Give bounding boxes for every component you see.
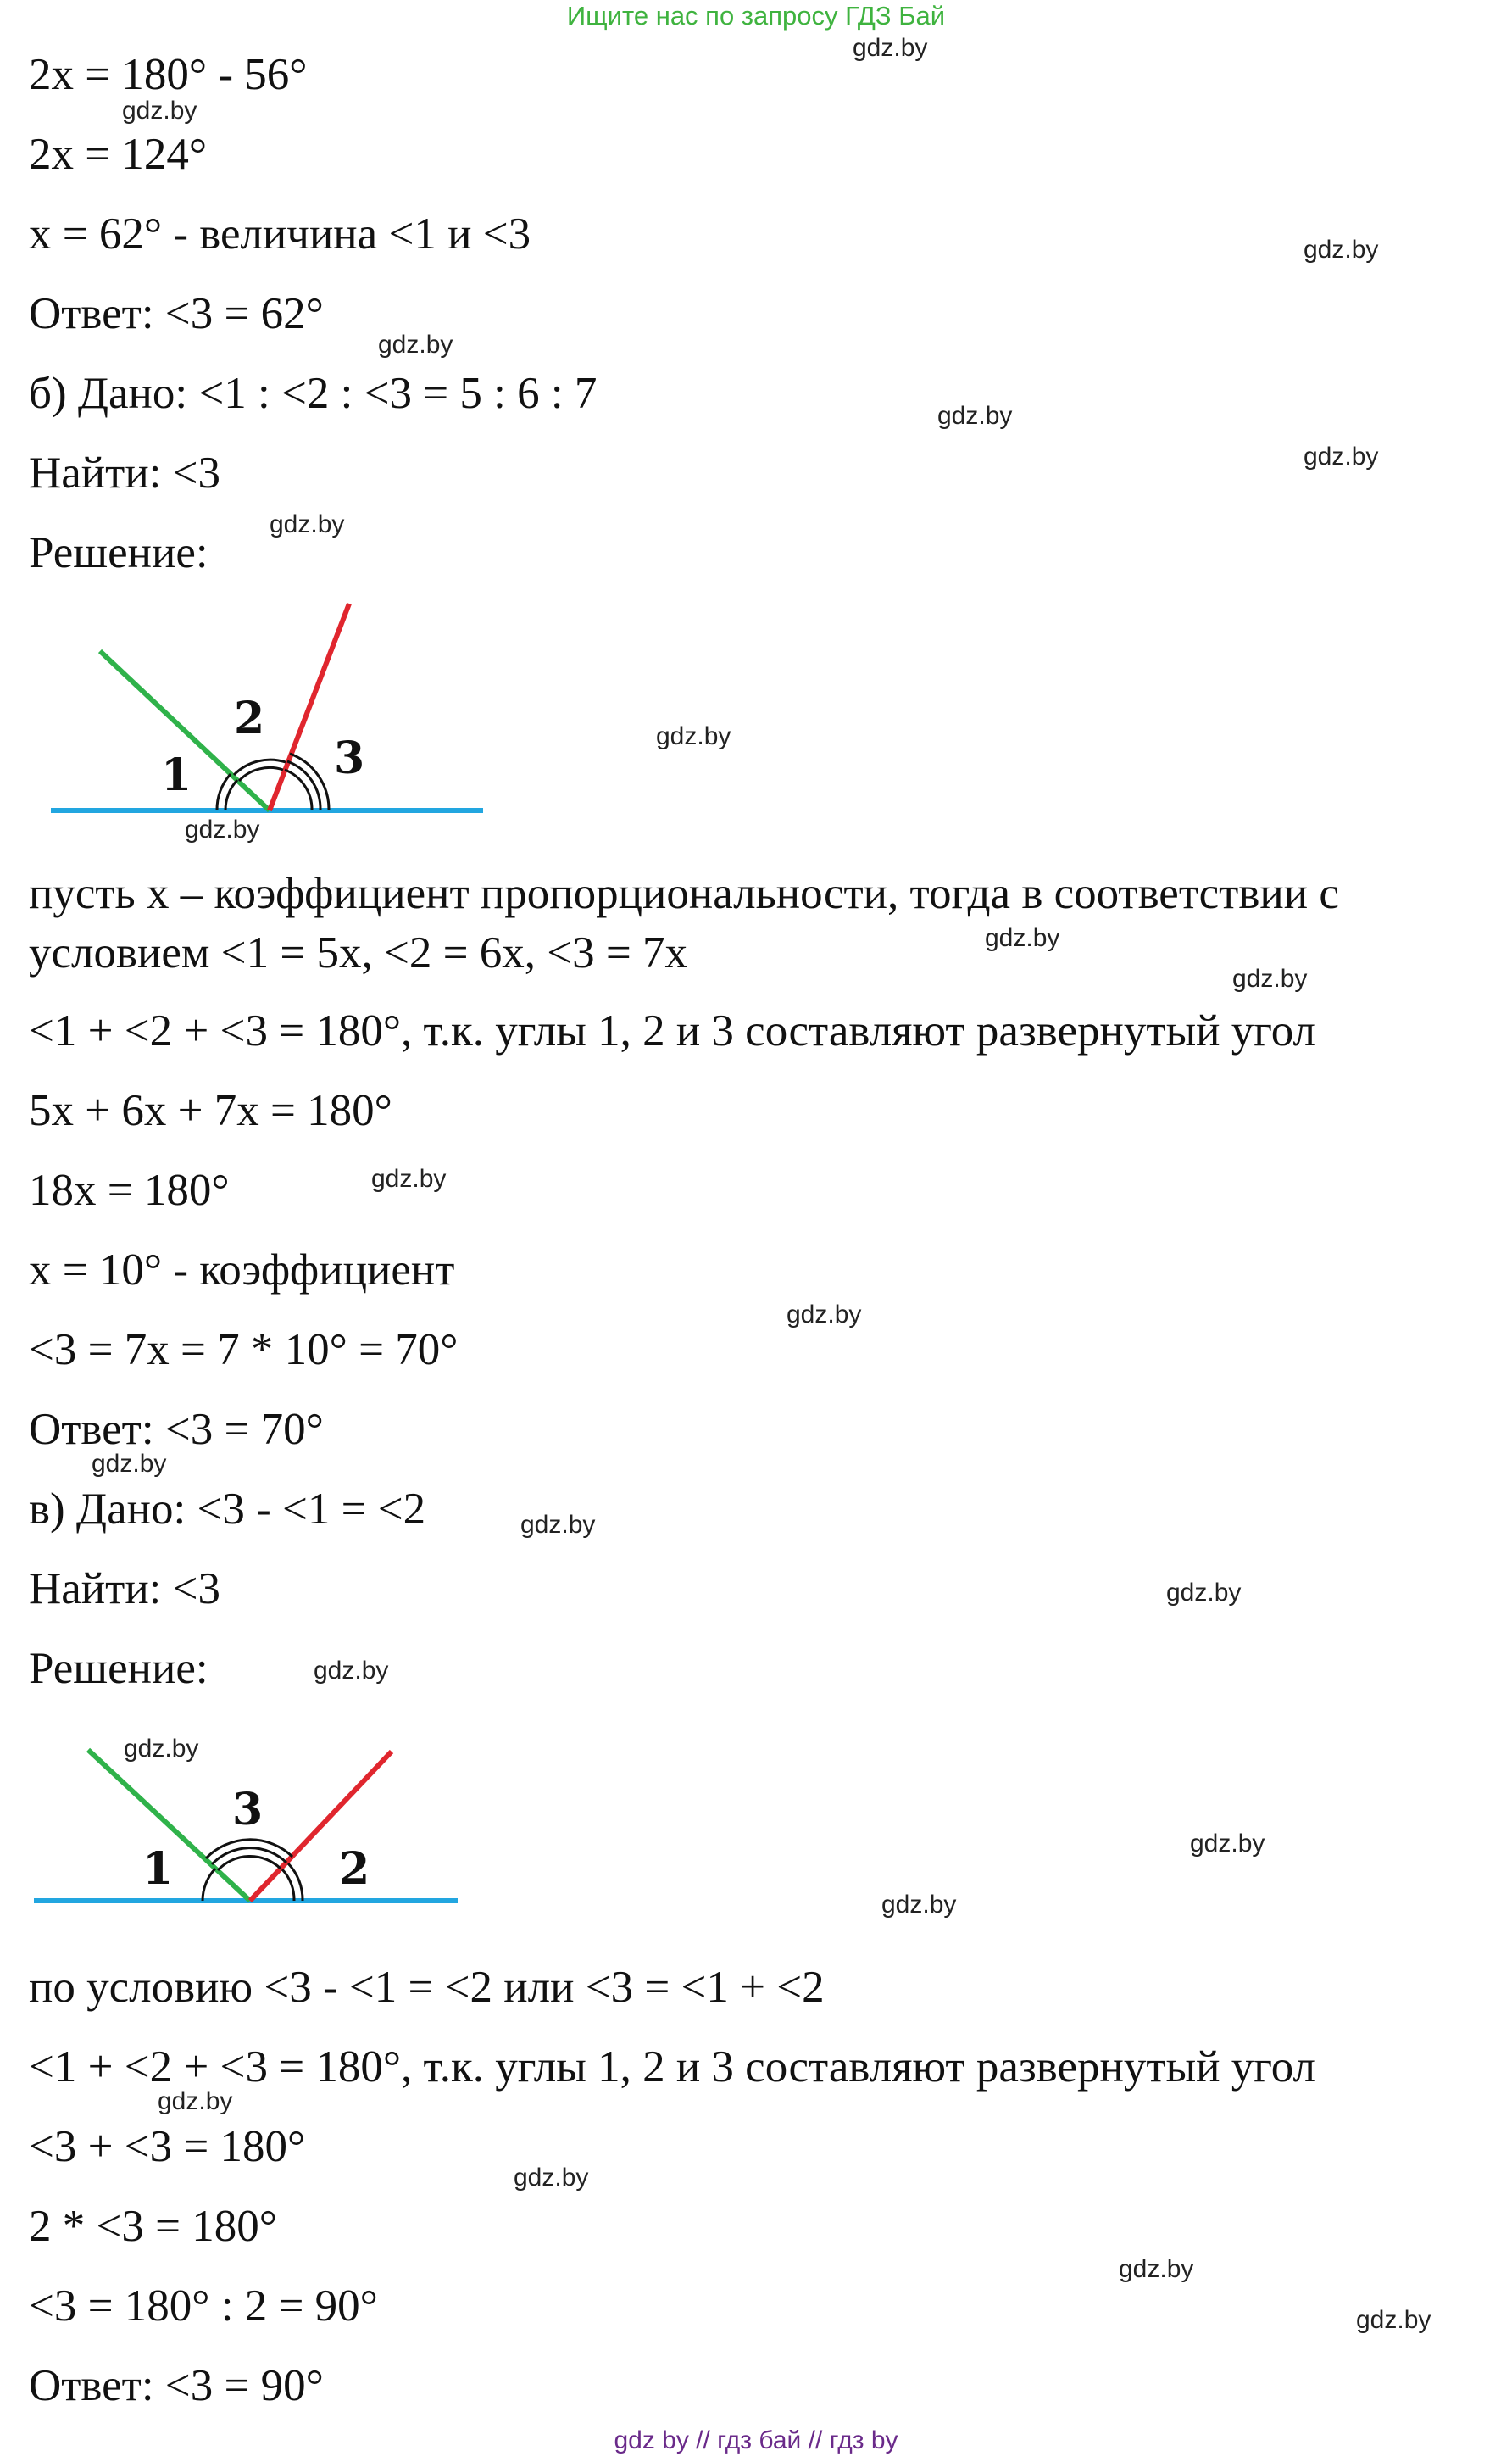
footer-links[interactable]: gdz by // гдз бай // гдз by <box>614 2426 898 2454</box>
search-hint-banner: Ищите нас по запросу ГДЗ Бай <box>566 1 946 31</box>
watermark: gdz.by <box>1356 2306 1431 2334</box>
given-line: б) Дано: <1 : <2 : <3 = 5 : 6 : 7 <box>29 369 598 418</box>
watermark: gdz.by <box>656 722 731 750</box>
text-line: по условию <3 - <1 = <2 или <3 = <1 + <2 <box>29 1963 825 2012</box>
text-line: 5x + 6x + 7x = 180° <box>29 1086 392 1135</box>
watermark: gdz.by <box>270 510 345 538</box>
angle-label: 3 <box>232 1784 264 1835</box>
angle-label: 2 <box>234 693 265 744</box>
watermark: gdz.by <box>124 1735 199 1763</box>
text-line: x = 10° - коэффициент <box>29 1245 455 1295</box>
watermark: gdz.by <box>985 924 1060 952</box>
watermark: gdz.by <box>1304 443 1379 471</box>
watermark: gdz.by <box>378 331 453 359</box>
text-line: x = 62° - величина <1 и <3 <box>29 209 531 259</box>
watermark: gdz.by <box>371 1165 447 1193</box>
angle-label: 1 <box>161 749 192 801</box>
watermark: gdz.by <box>122 97 197 125</box>
watermark: gdz.by <box>853 34 928 62</box>
angle-figure-2 <box>25 1738 483 1916</box>
watermark: gdz.by <box>185 816 260 844</box>
text-line: <3 + <3 = 180° <box>29 2122 306 2171</box>
solution-heading: Решение: <box>29 1644 208 1693</box>
text-line: <1 + <2 + <3 = 180°, т.к. углы 1, 2 и 3 составляют развернутый угол <box>29 1006 1315 1056</box>
watermark: gdz.by <box>1166 1579 1242 1607</box>
text-line: 2x = 180° - 56° <box>29 50 308 99</box>
answer-line: Ответ: <3 = 70° <box>29 1405 324 1454</box>
watermark: gdz.by <box>1232 965 1308 993</box>
watermark: gdz.by <box>1190 1830 1265 1858</box>
watermark: gdz.by <box>1119 2255 1194 2283</box>
given-line: в) Дано: <3 - <1 = <2 <box>29 1484 426 1534</box>
text-line: 2 * <3 = 180° <box>29 2202 277 2251</box>
watermark: gdz.by <box>158 2087 233 2115</box>
text-line: условием <1 = 5x, <2 = 6x, <3 = 7x <box>29 928 688 978</box>
watermark: gdz.by <box>881 1891 957 1919</box>
solution-heading: Решение: <box>29 528 208 577</box>
watermark: gdz.by <box>1304 236 1379 264</box>
text-line: <3 = 180° : 2 = 90° <box>29 2281 378 2331</box>
watermark: gdz.by <box>937 402 1013 430</box>
answer-line: Ответ: <3 = 62° <box>29 289 324 338</box>
text-line: 2x = 124° <box>29 130 208 179</box>
text-line: пусть x – коэффициент пропорциональности, тогда в соответствии с <box>29 869 1339 918</box>
watermark: gdz.by <box>314 1657 389 1685</box>
angle-label: 1 <box>142 1843 174 1895</box>
angle-label: 3 <box>334 732 365 784</box>
text-line: <3 = 7x = 7 * 10° = 70° <box>29 1325 459 1374</box>
find-line: Найти: <3 <box>29 1564 221 1613</box>
angle-label: 2 <box>339 1843 370 1895</box>
watermark: gdz.by <box>787 1301 862 1328</box>
text-line: <1 + <2 + <3 = 180°, т.к. углы 1, 2 и 3 составляют развернутый угол <box>29 2042 1315 2092</box>
watermark: gdz.by <box>520 1511 596 1539</box>
text-line: 18x = 180° <box>29 1166 230 1215</box>
watermark: gdz.by <box>514 2164 589 2192</box>
red-ray <box>250 1752 392 1901</box>
find-line: Найти: <3 <box>29 448 221 498</box>
watermark: gdz.by <box>92 1450 167 1478</box>
answer-line: Ответ: <3 = 90° <box>29 2361 324 2410</box>
angle-figure-1 <box>42 593 500 822</box>
